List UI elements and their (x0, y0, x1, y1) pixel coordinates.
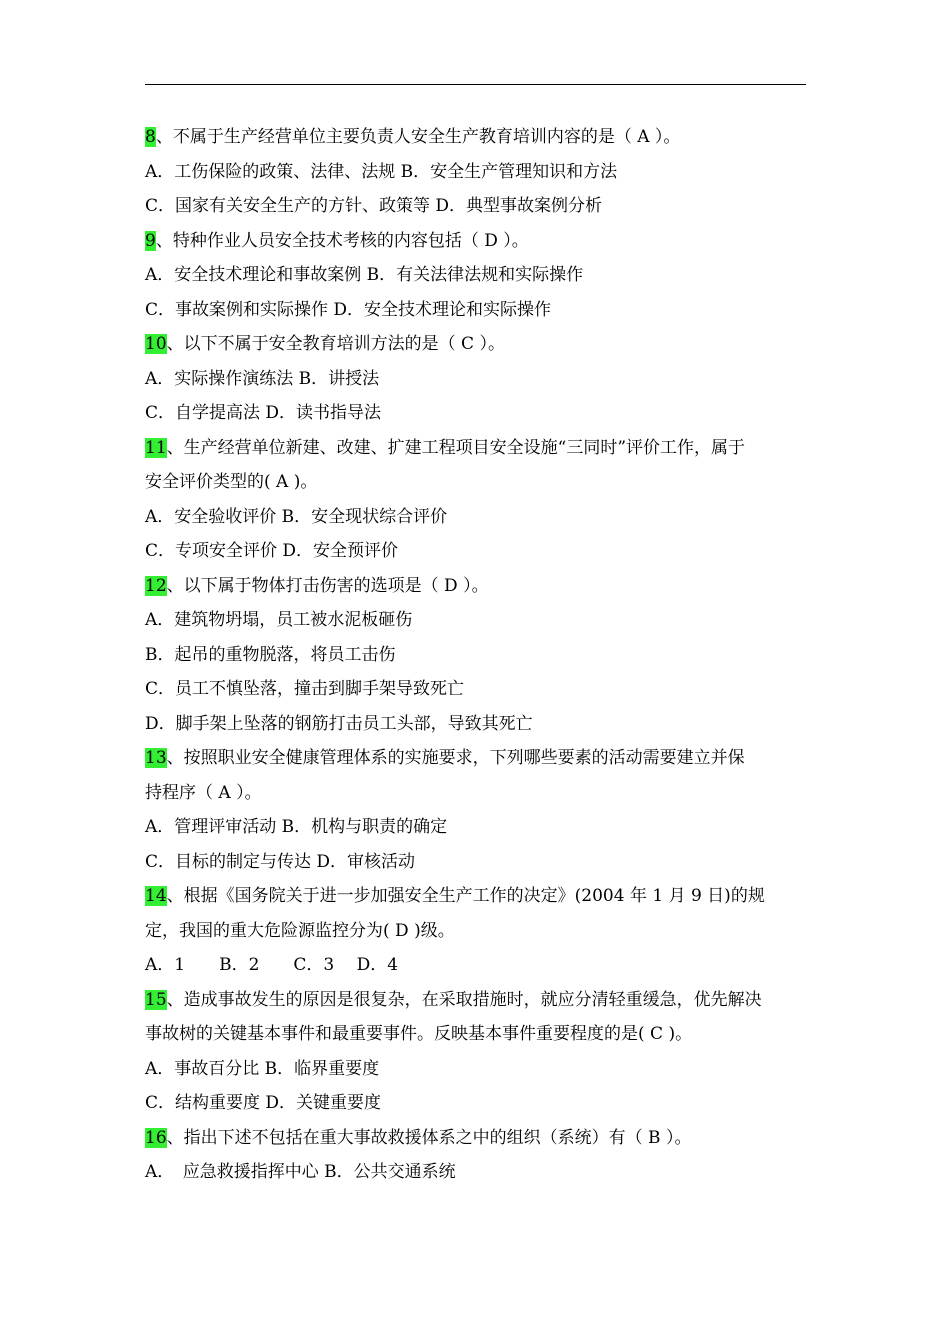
question-text: 、造成事故发生的原因是很复杂，在采取措施时，就应分清轻重缓急，优先解决 (166, 989, 762, 1010)
question-15-options-cd: C．结构重要度 D．关键重要度 (145, 1093, 382, 1113)
question-number: 16 (145, 1127, 167, 1148)
question-9-options-cd: C．事故案例和实际操作 D．安全技术理论和实际操作 (145, 299, 552, 320)
question-9-options-ab: A．安全技术理论和事故案例 B．有关法律法规和实际操作 (145, 265, 584, 285)
question-11-stem-cont: 安全评价类型的( A )。 (145, 472, 318, 492)
document-body (145, 120, 807, 1190)
question-14-options: A．1 B．2 C．3 D．4 (145, 955, 399, 975)
question-number: 9 (145, 230, 156, 251)
question-number: 15 (145, 989, 167, 1010)
question-8-options-cd: C．国家有关安全生产的方针、政策等 D．典型事故案例分析 (145, 196, 603, 216)
question-number: 13 (145, 748, 167, 768)
question-number: 10 (145, 334, 167, 354)
question-14-stem-cont: 定，我国的重大危险源监控分为( D )级。 (145, 920, 455, 941)
question-11-options-ab: A．安全验收评价 B．安全现状综合评价 (145, 506, 448, 527)
question-11-stem (145, 431, 807, 466)
question-15-stem-cont: 事故树的关键基本事件和最重要事件。反映基本事件重要程度的是( C )。 (145, 1024, 693, 1044)
question-text: 、以下不属于安全教育培训方法的是（ C ）。 (166, 334, 505, 354)
question-12-option-c: C．员工不慎坠落，撞击到脚手架导致死亡 (145, 679, 465, 699)
question-12-stem (145, 569, 807, 604)
question-text: 、按照职业安全健康管理体系的实施要求，下列哪些要素的活动需要建立并保 (166, 748, 745, 768)
question-12-option-b: B．起吊的重物脱落，将员工击伤 (145, 644, 396, 665)
question-14-stem (145, 879, 807, 914)
question-text: 、根据《国务院关于进一步加强安全生产工作的决定》(2004 年 1 月 9 日)的规 (166, 886, 765, 906)
question-16-stem (145, 1121, 807, 1156)
question-11-options-cd: C．专项安全评价 D．安全预评价 (145, 541, 399, 561)
question-12-option-d: D．脚手架上坠落的钢筋打击员工头部，导致其死亡 (145, 713, 533, 734)
question-16-options-ab: A． 应急救援指挥中心 B．公共交通系统 (145, 1162, 456, 1182)
question-number: 12 (145, 575, 167, 596)
question-15-options-ab: A．事故百分比 B．临界重要度 (145, 1058, 380, 1079)
question-10-stem (145, 327, 807, 362)
question-number: 8 (145, 127, 156, 147)
question-13-options-ab: A．管理评审活动 B．机构与职责的确定 (145, 817, 448, 837)
question-text: 、生产经营单位新建、改建、扩建工程项目安全设施“三同时”评价工作，属于 (166, 437, 746, 458)
question-10-options-cd: C．自学提高法 D．读书指导法 (145, 403, 382, 423)
question-10-options-ab: A．实际操作演练法 B．讲授法 (145, 368, 380, 389)
question-13-stem-cont: 持程序（ A ）。 (145, 782, 262, 803)
question-text: 、指出下述不包括在重大事故救援体系之中的组织（系统）有（ B ）。 (166, 1127, 692, 1148)
header-rule (145, 84, 806, 85)
question-12-option-a: A．建筑物坍塌，员工被水泥板砸伤 (145, 610, 413, 630)
question-text: 、不属于生产经营单位主要负责人安全生产教育培训内容的是（ A ）。 (155, 127, 681, 147)
question-number: 14 (145, 886, 167, 906)
question-13-stem (145, 741, 807, 776)
question-number: 11 (145, 437, 167, 458)
question-8-options-ab: A．工伤保险的政策、法律、法规 B．安全生产管理知识和方法 (145, 161, 618, 182)
question-13-options-cd: C．目标的制定与传达 D．审核活动 (145, 851, 416, 872)
question-text: 、以下属于物体打击伤害的选项是（ D ）。 (166, 575, 489, 596)
question-8-stem (145, 120, 807, 155)
question-text: 、特种作业人员安全技术考核的内容包括（ D ）。 (155, 230, 529, 251)
question-9-stem (145, 224, 807, 259)
question-15-stem (145, 983, 807, 1018)
